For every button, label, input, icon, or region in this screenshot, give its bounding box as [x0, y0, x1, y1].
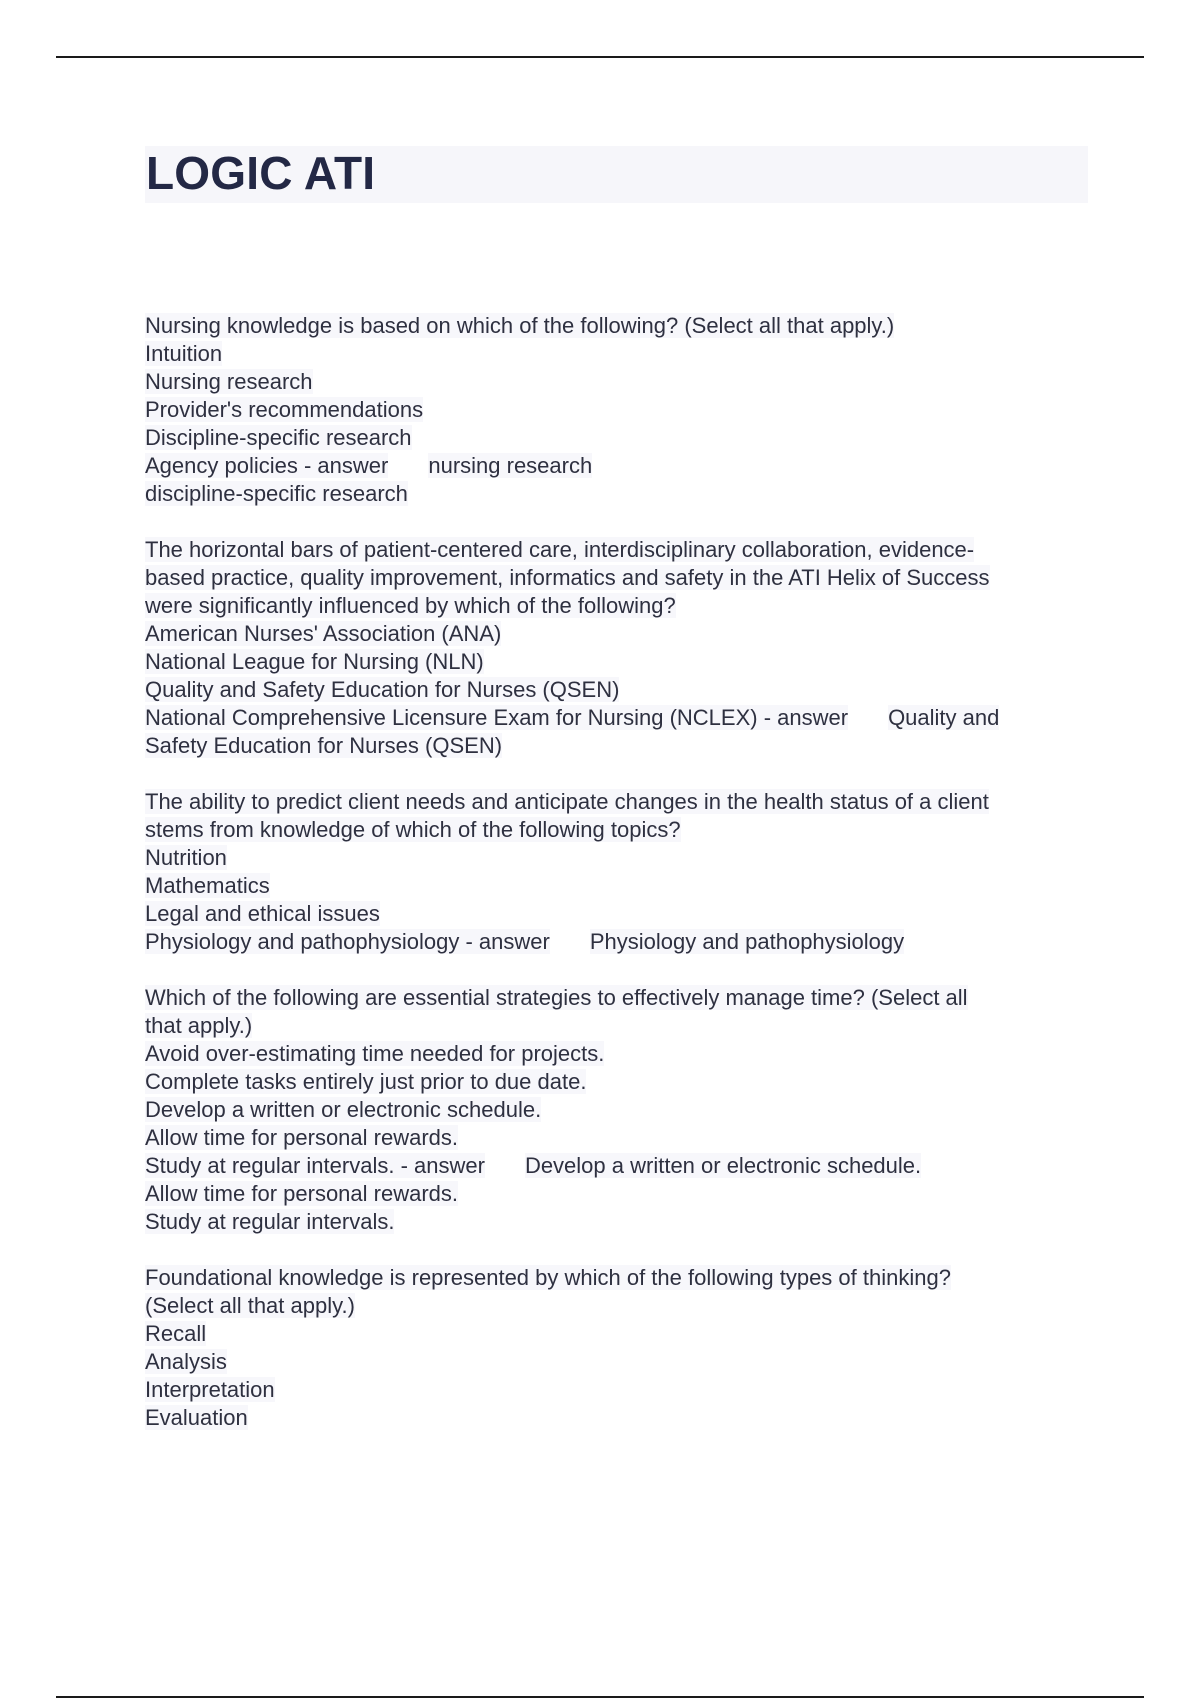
answer-lead: National Comprehensive Licensure Exam for Nursing (NCLEX) - answer [145, 705, 849, 730]
option: National League for Nursing (NLN) [145, 649, 484, 674]
option: Discipline-specific research [145, 425, 412, 450]
option: Provider's recommendations [145, 397, 424, 422]
top-rule [56, 56, 1144, 58]
answer-line [145, 928, 1090, 956]
answer-text: nursing research [428, 453, 593, 478]
answer-lead: Agency policies - answer [145, 453, 389, 478]
document-body [145, 312, 1090, 1460]
question-text: The horizontal bars of patient-centered care, interdisciplinary collaboration, evidence- [145, 537, 975, 562]
answer-text: Physiology and pathophysiology [589, 929, 905, 954]
answer-text: Safety Education for Nurses (QSEN) [145, 733, 503, 758]
document-title: LOGIC ATI [146, 147, 376, 199]
question-text: The ability to predict client needs and anticipate changes in the health status of a client [145, 789, 989, 814]
answer-line [145, 704, 1090, 732]
question-block-4 [145, 984, 1090, 1236]
answer-lead: Physiology and pathophysiology - answer [145, 929, 550, 954]
answer-line [145, 452, 1090, 480]
option: Complete tasks entirely just prior to due date. [145, 1069, 587, 1094]
answer-text: Allow time for personal rewards. [145, 1181, 459, 1206]
question-block-5 [145, 1264, 1090, 1432]
question-block-2 [145, 536, 1090, 760]
question-text: Foundational knowledge is represented by which of the following types of thinking? [145, 1265, 951, 1290]
answer-lead: Study at regular intervals. - answer [145, 1153, 485, 1178]
option: Analysis [145, 1349, 227, 1374]
option: Recall [145, 1321, 207, 1346]
option: Mathematics [145, 873, 270, 898]
answer-text: Develop a written or electronic schedule. [524, 1153, 922, 1178]
question-text: Which of the following are essential strategies to effectively manage time? (Select all [145, 985, 968, 1010]
question-block-3 [145, 788, 1090, 956]
question-text: that apply.) [145, 1013, 253, 1038]
option: Avoid over-estimating time needed for projects. [145, 1041, 605, 1066]
question-text: Nursing knowledge is based on which of the following? (Select all that apply.) [145, 313, 895, 338]
bottom-rule [56, 1696, 1144, 1698]
option: Evaluation [145, 1405, 248, 1430]
option: Develop a written or electronic schedule. [145, 1097, 542, 1122]
answer-line [145, 1152, 1090, 1180]
question-text: stems from knowledge of which of the following topics? [145, 817, 681, 842]
option: Legal and ethical issues [145, 901, 380, 926]
option: Quality and Safety Education for Nurses (QSEN) [145, 677, 620, 702]
answer-text: Study at regular intervals. [145, 1209, 395, 1234]
question-text: were significantly influenced by which of the following? [145, 593, 676, 618]
option: Allow time for personal rewards. [145, 1125, 459, 1150]
answer-text: Quality and [888, 705, 1000, 730]
answer-text: discipline-specific research [145, 481, 408, 506]
option: American Nurses' Association (ANA) [145, 621, 502, 646]
question-text: based practice, quality improvement, informatics and safety in the ATI Helix of Success [145, 565, 990, 590]
question-text: (Select all that apply.) [145, 1293, 355, 1318]
option: Nursing research [145, 369, 313, 394]
option: Nutrition [145, 845, 227, 870]
option: Interpretation [145, 1377, 275, 1402]
question-block-1 [145, 312, 1090, 508]
option: Intuition [145, 341, 223, 366]
